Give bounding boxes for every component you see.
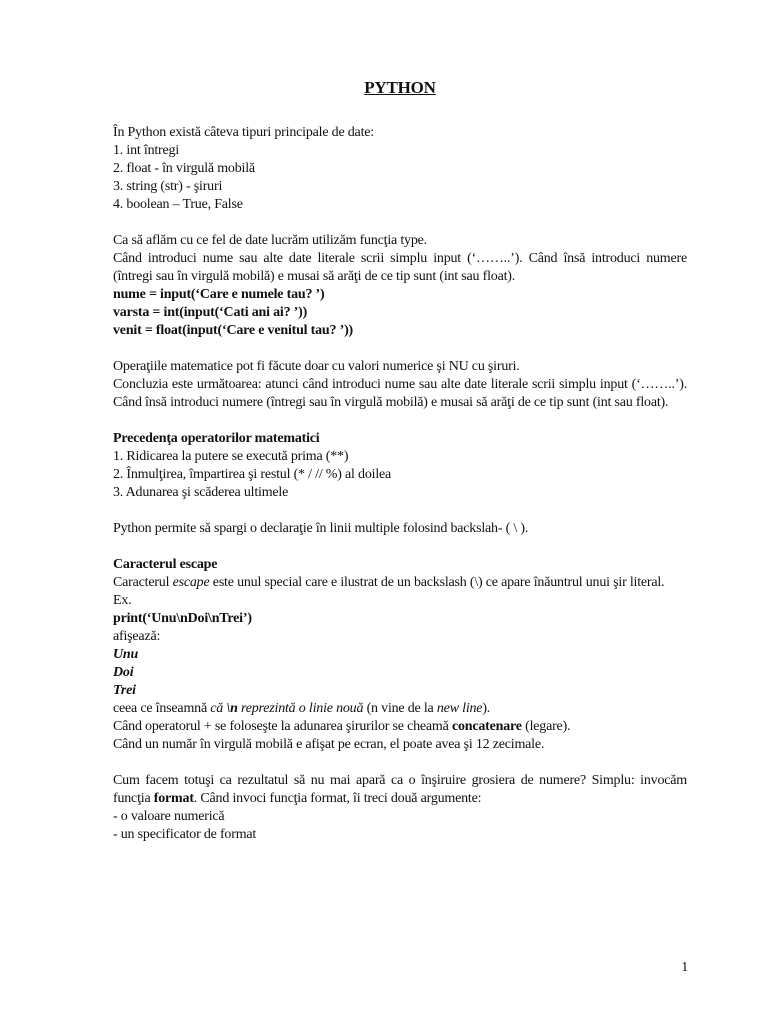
code-line: venit = float(input(‘Care e venitul tau? ’)) <box>113 323 354 338</box>
concat-paragraph: Când operatorul + se foloseşte la adunarea şirurilor se cheamă concatenare (legare). <box>113 719 571 734</box>
output-line: Doi <box>113 665 134 680</box>
list-item: 2. Înmulţirea, împartirea şi restul (* / // %) al doilea <box>113 467 392 482</box>
ops-paragraph: Operaţiile matematice pot fi făcute doar cu valori numerice şi NU cu şiruri. <box>113 359 520 374</box>
code-line: nume = input(‘Care e numele tau? ’) <box>113 287 325 302</box>
type-paragraph: Ca să aflăm cu ce fel de date lucrăm utilizăm funcţia type. <box>113 233 427 248</box>
float-paragraph: Când un număr în virgulă mobilă e afişat pe ecran, el poate avea şi 12 zecimale. <box>113 737 545 752</box>
code-line: print(‘Unu\nDoi\nTrei’) <box>113 611 252 626</box>
output-line: Trei <box>113 683 136 698</box>
intro-heading: În Python există câteva tipuri principale de date: <box>113 125 374 140</box>
escape-heading: Caracterul escape <box>113 557 218 572</box>
output-line: Unu <box>113 647 139 662</box>
newline-meaning: ceea ce înseamnă că \n reprezintă o linie nouă (n vine de la new line). <box>113 701 491 716</box>
input-paragraph: Când introduci nume sau alte date literale scrii simplu input (‘……..’). Când însă introduci numere (întregi sau în virgulă mobilă) e musai să arăţi de ce tip sunt (int sau float). <box>113 251 687 284</box>
escape-paragraph: Caracterul escape este unul special care e ilustrat de un backslash (\) ce apare înăuntrul unui şir literal. <box>113 575 665 590</box>
list-item: 3. string (str) - şiruri <box>113 179 223 194</box>
example-label: Ex. <box>113 593 132 608</box>
page-number: 1 <box>681 960 688 975</box>
list-item: 3. Adunarea şi scăderea ultimele <box>113 485 289 500</box>
backslash-paragraph: Python permite să spargi o declaraţie în linii multiple folosind backslah- ( \ ). <box>113 521 529 536</box>
list-item: 1. int întregi <box>113 143 180 158</box>
list-item: 4. boolean – True, False <box>113 197 243 212</box>
precedence-heading: Precedenţa operatorilor matematici <box>113 431 320 446</box>
conclusion-paragraph: Concluzia este următoarea: atunci când introduci nume sau alte date literale scrii simplu input (‘……..’). Când însă introduci numere (întregi sau în virgulă mobilă) e musai să arăţi de ce tip sunt (int sau float). <box>113 377 687 410</box>
code-line: varsta = int(input(‘Cati ani ai? ’)) <box>113 305 308 320</box>
list-item: - o valoare numerică <box>113 809 225 824</box>
list-item: 2. float - în virgulă mobilă <box>113 161 255 176</box>
document-body <box>113 124 687 844</box>
format-paragraph: Cum facem totuşi ca rezultatul să nu mai apară ca o înşiruire grosiera de numere? Simplu: invocăm funcţia format. Când invoci funcţia format, îi treci două argumente: <box>113 773 687 806</box>
page-title: PYTHON <box>364 78 436 97</box>
output-label: afişează: <box>113 629 161 644</box>
list-item: - un specificator de format <box>113 827 257 842</box>
list-item: 1. Ridicarea la putere se execută prima (**) <box>113 449 349 464</box>
